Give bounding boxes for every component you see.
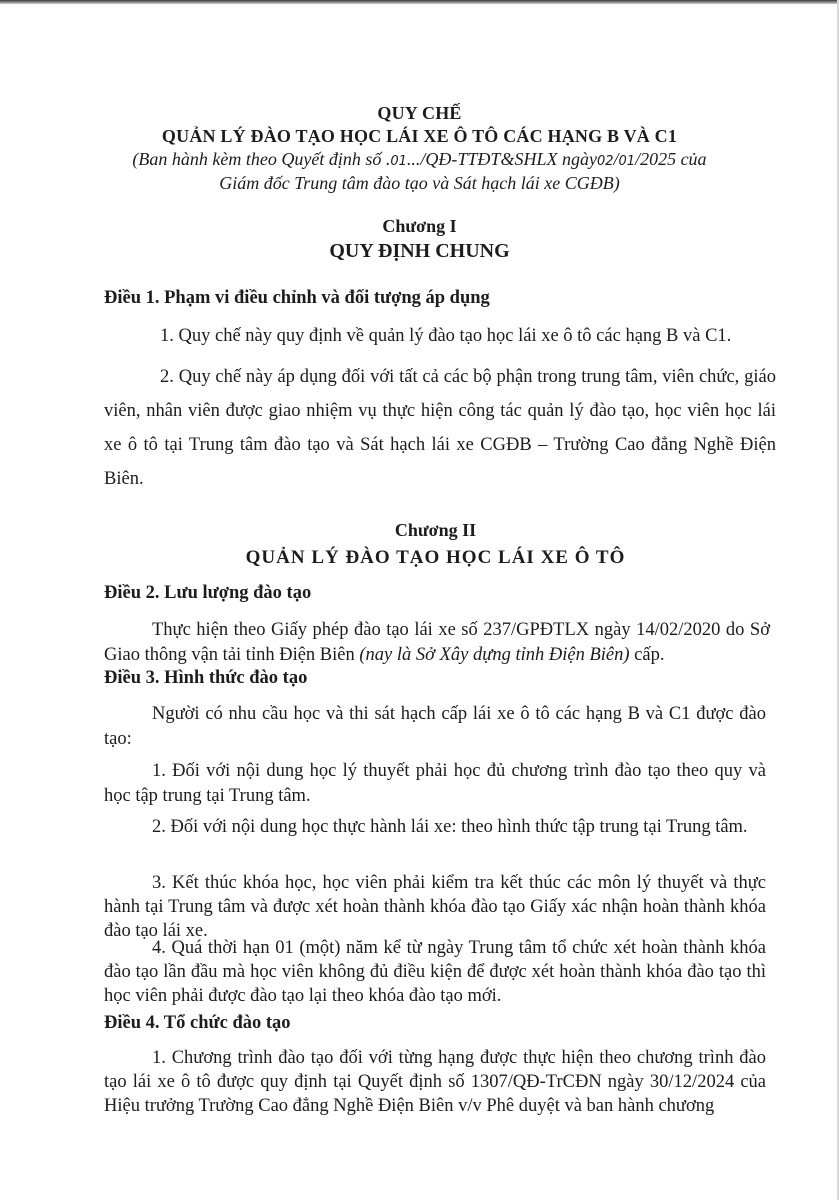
document-subject: QUẢN LÝ ĐÀO TẠO HỌC LÁI XE Ô TÔ CÁC HẠNG B VÀ C1 bbox=[161, 126, 678, 146]
article-1-heading: Điều 1. Phạm vi điều chỉnh và đối tượng áp dụng bbox=[104, 288, 490, 308]
handwritten-day: 02 bbox=[596, 154, 614, 169]
article-2-heading: Điều 2. Lưu lượng đào tạo bbox=[104, 583, 312, 603]
chapter-1-label: Chương I bbox=[382, 216, 457, 236]
issuance-note-part-c: /2025 của bbox=[635, 149, 707, 169]
article-4-paragraph-1: 1. Chương trình đào tạo đối với từng hạng được thực hiện theo chương trình đào tạo lái xe ô tô được quy định tại Quyết định số 1307/QĐ-TrCĐN ngày 30/12/2024 của Hiệu trưởng Trường Cao đẳng Nghề Điện Biên v/v Phê duyệt và ban hành chương bbox=[104, 1048, 766, 1116]
document-title: QUY CHẾ bbox=[377, 103, 462, 123]
article-2-text-italic: (nay là Sở Xây dựng tỉnh Điện Biên) bbox=[359, 645, 630, 665]
handwritten-month: 01 bbox=[618, 154, 636, 169]
chapter-2-label: Chương II bbox=[394, 520, 477, 540]
chapter-2-title: QUẢN LÝ ĐÀO TẠO HỌC LÁI XE Ô TÔ bbox=[245, 547, 626, 568]
article-3-paragraph-2: 2. Đối với nội dung học thực hành lái xe: theo hình thức tập trung tại Trung tâm. bbox=[152, 817, 748, 837]
article-3-paragraph-3: 3. Kết thúc khóa học, học viên phải kiểm tra kết thúc các môn lý thuyết và thực hành tại Trung tâm và được xét hoàn thành khóa đào tạo Giấy xác nhận hoàn thành khóa đào tạo lái xe. bbox=[104, 873, 766, 941]
article-2-text-a: Thực hiện theo Giấy phép đào tạo lái xe số 237/GPĐTLX ngày 14/02/2020 do Sở Giao thông vận tải tỉnh Điện Biên bbox=[104, 620, 770, 665]
issuance-note-part-a: (Ban hành kèm theo Quyết định số . bbox=[132, 149, 391, 169]
article-1-paragraph-2: 2. Quy chế này áp dụng đối với tất cả các bộ phận trong trung tâm, viên chức, giáo viên, nhân viên được giao nhiệm vụ thực hiện công tác quản lý đào tạo, học viên học lái xe ô tô tại Trung tâm đào tạo và Sát hạch lái xe CGĐB – Trường Cao đẳng Nghề Điện Biên. bbox=[104, 367, 776, 489]
issuance-note-line1 bbox=[0, 148, 839, 173]
handwritten-decision-number: 01 bbox=[390, 154, 407, 169]
date-separator: / bbox=[613, 149, 619, 169]
article-1-paragraph-1: 1. Quy chế này quy định về quản lý đào tạo học lái xe ô tô các hạng B và C1. bbox=[160, 326, 732, 346]
article-3-heading: Điều 3. Hình thức đào tạo bbox=[104, 668, 308, 688]
article-3-intro: Người có nhu cầu học và thi sát hạch cấp lái xe ô tô các hạng B và C1 được đào tạo: bbox=[104, 704, 766, 749]
chapter-1-title: QUY ĐỊNH CHUNG bbox=[329, 240, 510, 262]
article-2-text-b: cấp. bbox=[629, 645, 665, 665]
issuance-note-line2: Giám đốc Trung tâm đào tạo và Sát hạch lái xe CGĐB) bbox=[219, 173, 620, 193]
article-4-heading: Điều 4. Tổ chức đào tạo bbox=[104, 1013, 291, 1033]
article-3-paragraph-1: 1. Đối với nội dung học lý thuyết phải học đủ chương trình đào tạo theo quy và học tập trung tại Trung tâm. bbox=[104, 761, 766, 806]
article-2-paragraph bbox=[104, 618, 770, 668]
article-3-paragraph-4: 4. Quá thời hạn 01 (một) năm kể từ ngày Trung tâm tổ chức xét hoàn thành khóa đào tạo lần đầu mà học viên không đủ điều kiện để được xét hoàn thành khóa đào tạo thì học viên phải được đào tạo lại theo khóa đào tạo mới. bbox=[104, 938, 766, 1006]
issuance-note-part-b: .../QĐ-TTĐT&SHLX ngày bbox=[406, 149, 597, 169]
